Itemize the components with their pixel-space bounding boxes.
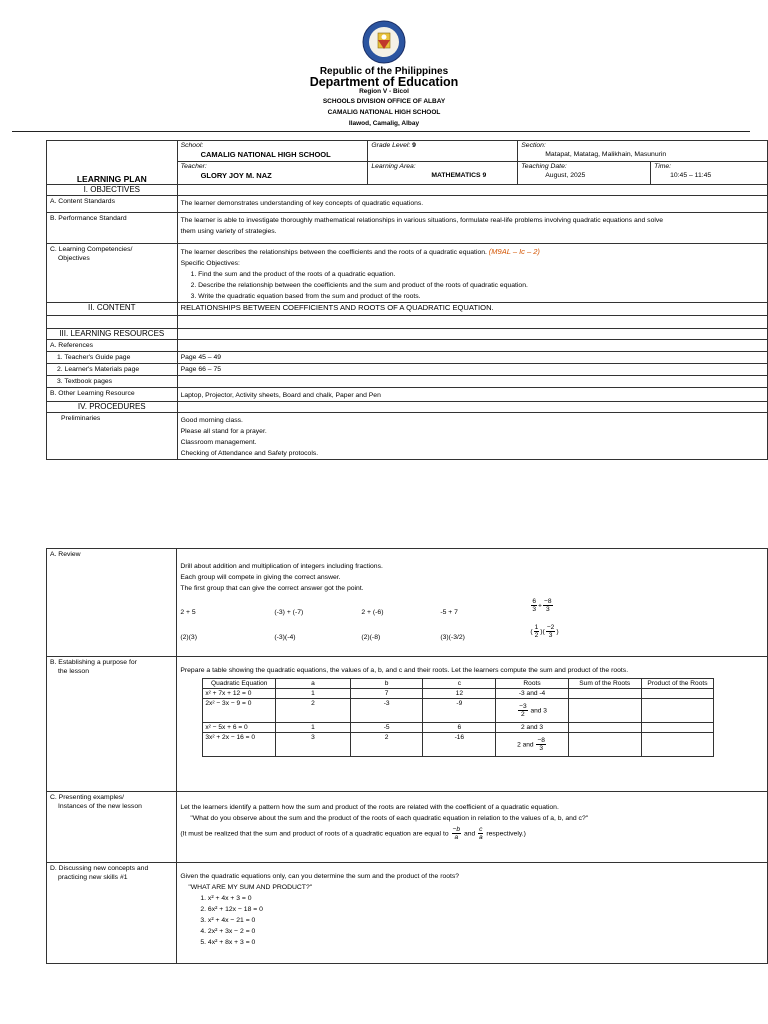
performance-text-2: them using variety of strategies. <box>180 228 277 235</box>
prelim-2: Please all stand for a prayer. <box>180 428 267 435</box>
preliminaries-label: Preliminaries <box>47 413 178 460</box>
table-row: 3x² + 2x − 16 = 0 3 2 -16 2 and $\frac{-8}{3}$ <box>203 733 714 757</box>
discussing-line-1: Given the quadratic equations only, can you determine the sum and the product of the roots? <box>180 873 460 880</box>
drill-7: (-3)(-4) <box>274 634 296 641</box>
tb-label: 3. Textbook pages <box>47 376 178 388</box>
list-item: 2. 6x² + 12x − 18 = 0 <box>200 906 263 913</box>
content-heading: II. CONTENT <box>47 303 178 316</box>
time-label: Time: <box>654 163 672 170</box>
section-label: Section: <box>521 142 546 149</box>
drill-3: 2 + (-6) <box>361 609 384 616</box>
date-value: August, 2025 <box>545 172 586 179</box>
review-line-3: The first group that can give the correct answer got the point. <box>180 585 364 592</box>
list-item: 5. 4x² + 8x + 3 = 0 <box>200 939 256 946</box>
time-value: 10:45 – 11:45 <box>670 172 712 179</box>
list-item: 4. 2x² + 3x − 2 = 0 <box>200 928 256 935</box>
objective-1: 1. Find the sum and the product of the roots of a quadratic equation. <box>190 271 396 278</box>
purpose-text: Prepare a table showing the quadratic equations, the values of a, b, and c and their roots. Let the learners compute the sum and product of the roots. <box>180 667 629 674</box>
presenting-label-2: Instances of the new lesson <box>58 803 142 810</box>
school-value: CAMALIG NATIONAL HIGH SCHOOL <box>200 150 331 159</box>
objectives-heading: I. OBJECTIVES <box>47 185 178 196</box>
presenting-line-3: (It must be realized that the sum and product of roots of a quadratic equation are equal to $\frac{-b}{a}$ and $\frac{c}{a}$ respectively.) <box>180 826 526 841</box>
division-text: SCHOOLS DIVISION OFFICE OF ALBAY <box>322 98 446 105</box>
procedures-table <box>46 548 768 964</box>
table-row: 2x² − 3x − 9 = 0 2 -3 -9 $\frac{-3}{2}$ and 3 <box>203 699 714 723</box>
other-resource-value: Laptop, Projector, Activity sheets, Board and chalk, Paper and Pen <box>177 388 767 402</box>
drill-4: -5 + 7 <box>440 609 458 616</box>
references-label: A. References <box>47 340 178 352</box>
col-product: Product of the Roots <box>641 679 714 689</box>
list-item: 1. x² + 4x + 3 = 0 <box>200 895 252 902</box>
review-line-2: Each group will compete in giving the correct answer. <box>180 574 341 581</box>
school-text: CAMALIG NATIONAL HIGH SCHOOL <box>327 109 441 116</box>
address-text: Ilawod, Camalig, Albay <box>348 120 420 127</box>
competencies-text: The learner describes the relationships between the coefficients and the roots of a quadratic equation. <box>180 249 487 256</box>
department-text: Department of Education <box>309 75 459 89</box>
prelim-3: Classroom management. <box>180 439 257 446</box>
presenting-line-1: Let the learners identify a pattern how the sum and product of the roots are related with the coefficient of a quadratic equation. <box>180 804 559 811</box>
discussing-line-2: "WHAT ARE MY SUM AND PRODUCT?" <box>188 884 313 891</box>
area-value: MATHEMATICS 9 <box>431 172 487 179</box>
learning-plan-title: LEARNING PLAN <box>47 141 178 185</box>
col-quadratic: Quadratic Equation <box>203 679 276 689</box>
teacher-label: Teacher: <box>180 163 207 170</box>
col-b: b <box>350 679 423 689</box>
grade-label: Grade Level: <box>371 142 411 149</box>
purpose-label-2: the lesson <box>58 668 89 675</box>
date-label: Teaching Date: <box>521 163 567 170</box>
presenting-line-2: "What do you observe about the sum and the product of the roots of each quadratic equation in relation to the values of a, b, and c?" <box>190 815 589 822</box>
table-row: x² − 5x + 6 = 0 1 -5 6 2 and 3 <box>203 723 714 733</box>
resources-heading: III. LEARNING RESOURCES <box>47 329 178 340</box>
procedures-heading: IV. PROCEDURES <box>47 402 178 413</box>
area-label: Learning Area: <box>371 163 416 170</box>
drill-10: ( $\frac{1}{2}$ )( $\frac{-2}{3}$ ) <box>530 624 559 639</box>
review-line-1: Drill about addition and multiplication of integers including fractions. <box>180 563 383 570</box>
content-text: RELATIONSHIPS BETWEEN COEFFICIENTS AND ROOTS OF A QUADRATIC EQUATION. <box>177 303 767 316</box>
learning-plan-table <box>46 140 768 460</box>
presenting-label-1: C. Presenting examples/ <box>50 794 125 801</box>
region-text: Region V - Bicol <box>359 88 409 95</box>
discussing-label-1: D. Discussing new concepts and <box>50 865 149 872</box>
col-c: c <box>423 679 496 689</box>
drill-6: (2)(3) <box>180 634 197 641</box>
tg-label: 1. Teacher's Guide page <box>47 352 178 364</box>
other-resource-label: B. Other Learning Resource <box>47 388 178 402</box>
drill-2: (-3) + (-7) <box>274 609 304 616</box>
grade-value: 9 <box>412 142 416 149</box>
competencies-label-2: Objectives <box>58 255 90 262</box>
lm-value: Page 66 – 75 <box>177 364 767 376</box>
purpose-label-1: B. Establishing a purpose for <box>50 659 137 666</box>
list-item: 3. x² + 4x − 21 = 0 <box>200 917 256 924</box>
table-row: x² + 7x + 12 = 0 1 7 12 -3 and -4 <box>203 689 714 699</box>
drill-9: (3)(-3/2) <box>440 634 465 641</box>
col-sum: Sum of the Roots <box>568 679 641 689</box>
school-label: School: <box>180 142 204 149</box>
content-standards-text: The learner demonstrates understanding of key concepts of quadratic equations. <box>177 196 767 213</box>
performance-standard-label: B. Performance Standard <box>47 213 178 244</box>
content-standards-label: A. Content Standards <box>47 196 178 213</box>
header-divider <box>12 131 750 132</box>
tg-value: Page 45 – 49 <box>177 352 767 364</box>
republic-text: Republic of the Philippines <box>319 66 449 77</box>
col-roots: Roots <box>496 679 569 689</box>
specific-objectives-label: Specific Objectives: <box>180 260 240 267</box>
objective-3: 3. Write the quadratic equation based from the sum and product of the roots. <box>190 293 421 300</box>
drill-8: (2)(-8) <box>361 634 381 641</box>
teacher-value: GLORY JOY M. NAZ <box>200 171 272 180</box>
roots-table <box>202 678 714 757</box>
competency-code: (M9AL – Ic – 2) <box>488 247 540 256</box>
section-value: Matapat, Matatag, Malikhain, Masunurin <box>545 151 667 158</box>
prelim-4: Checking of Attendance and Safety protocols. <box>180 450 319 457</box>
lm-label: 2. Learner's Materials page <box>47 364 178 376</box>
drill-1: 2 + 5 <box>180 609 196 616</box>
objective-2: 2. Describe the relationship between the coefficients and the sum and product of the roots of quadratic equation. <box>190 282 528 289</box>
col-a: a <box>276 679 351 689</box>
drill-5: $\frac{6}{3}$ + $\frac{-8}{3}$ <box>532 598 552 613</box>
performance-text-1: The learner is able to investigate thoroughly mathematical relationships in various situations, formulate real-life problems involving quadratic equations and solve <box>180 217 664 224</box>
competencies-label-1: C. Learning Competencies/ <box>50 246 133 253</box>
deped-seal-logo <box>358 20 410 64</box>
prelim-1: Good morning class. <box>180 417 243 424</box>
review-label: A. Review <box>47 549 177 657</box>
discussing-label-2: practicing new skills #1 <box>58 874 128 881</box>
